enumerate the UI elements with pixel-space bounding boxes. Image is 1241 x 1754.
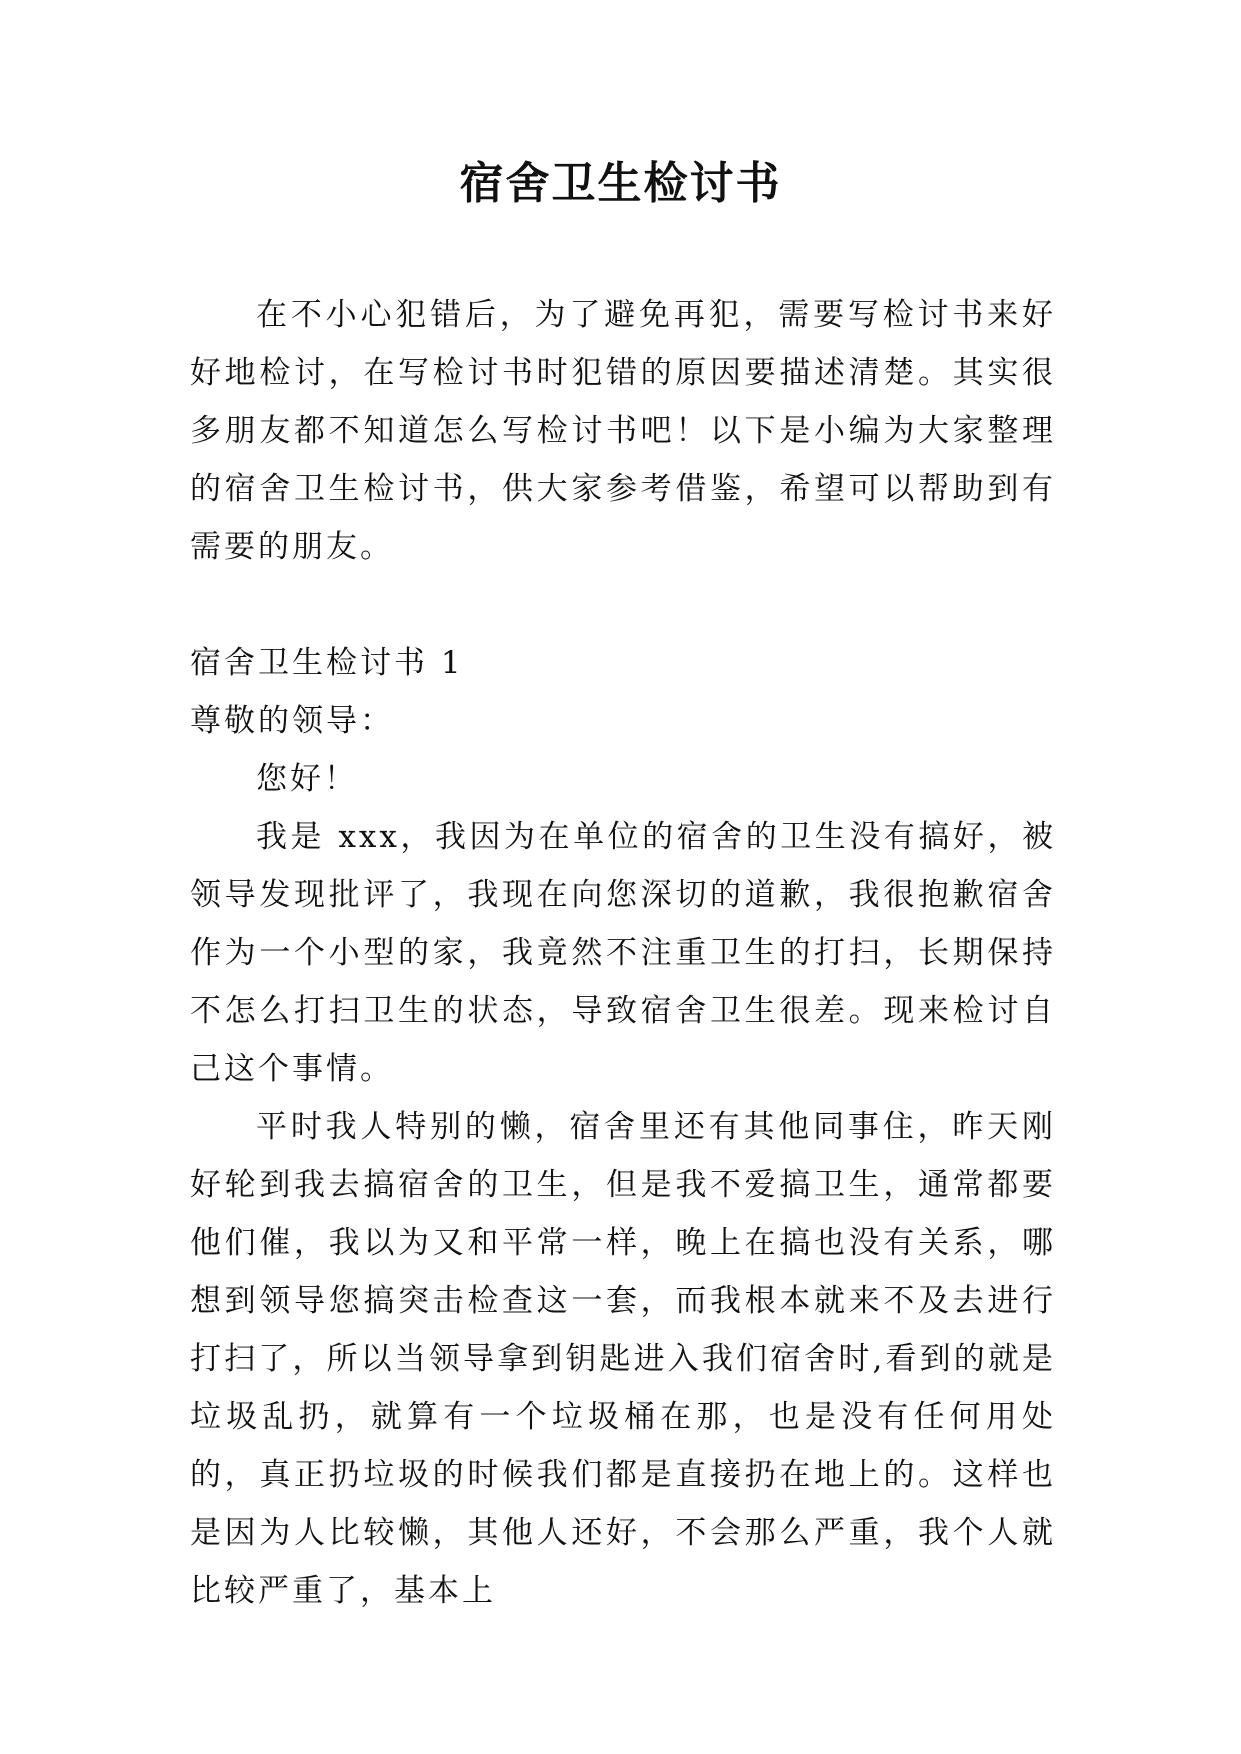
salutation: 尊敬的领导： <box>190 703 394 739</box>
body-paragraph-1: 我是 xxx，我因为在单位的宿舍的卫生没有搞好，被领导发现批评了，我现在向您深切的道歉，我很抱歉宿舍作为一个小型的家，我竟然不注重卫生的打扫，长期保持不怎么打扫卫生的状态，导致宿舍卫生很差。现来检讨自己这个事情。 <box>190 819 1056 1087</box>
document-body <box>190 286 1056 1620</box>
document-title: 宿舍卫生检讨书 <box>459 158 782 209</box>
section-heading: 宿舍卫生检讨书 1 <box>190 645 464 681</box>
body-paragraph-2: 平时我人特别的懒，宿舍里还有其他同事住，昨天刚好轮到我去搞宿舍的卫生，但是我不爱搞卫生，通常都要他们催，我以为又和平常一样，晚上在搞也没有关系，哪想到领导您搞突击检查这一套，而我根本就来不及去进行打扫了，所以当领导拿到钥匙进入我们宿舍时,看到的就是垃圾乱扔，就算有一个垃圾桶在那，也是没有任何用处的，真正扔垃圾的时候我们都是直接扔在地上的。这样也是因为人比较懒，其他人还好，不会那么严重，我个人就比较严重了，基本上 <box>190 1109 1056 1609</box>
intro-paragraph: 在不小心犯错后，为了避免再犯，需要写检讨书来好好地检讨，在写检讨书时犯错的原因要描述清楚。其实很多朋友都不知道怎么写检讨书吧！以下是小编为大家整理的宿舍卫生检讨书，供大家参考借鉴，希望可以帮助到有需要的朋友。 <box>190 297 1056 565</box>
paragraph-gap <box>190 576 1056 634</box>
greeting: 您好！ <box>256 761 358 797</box>
